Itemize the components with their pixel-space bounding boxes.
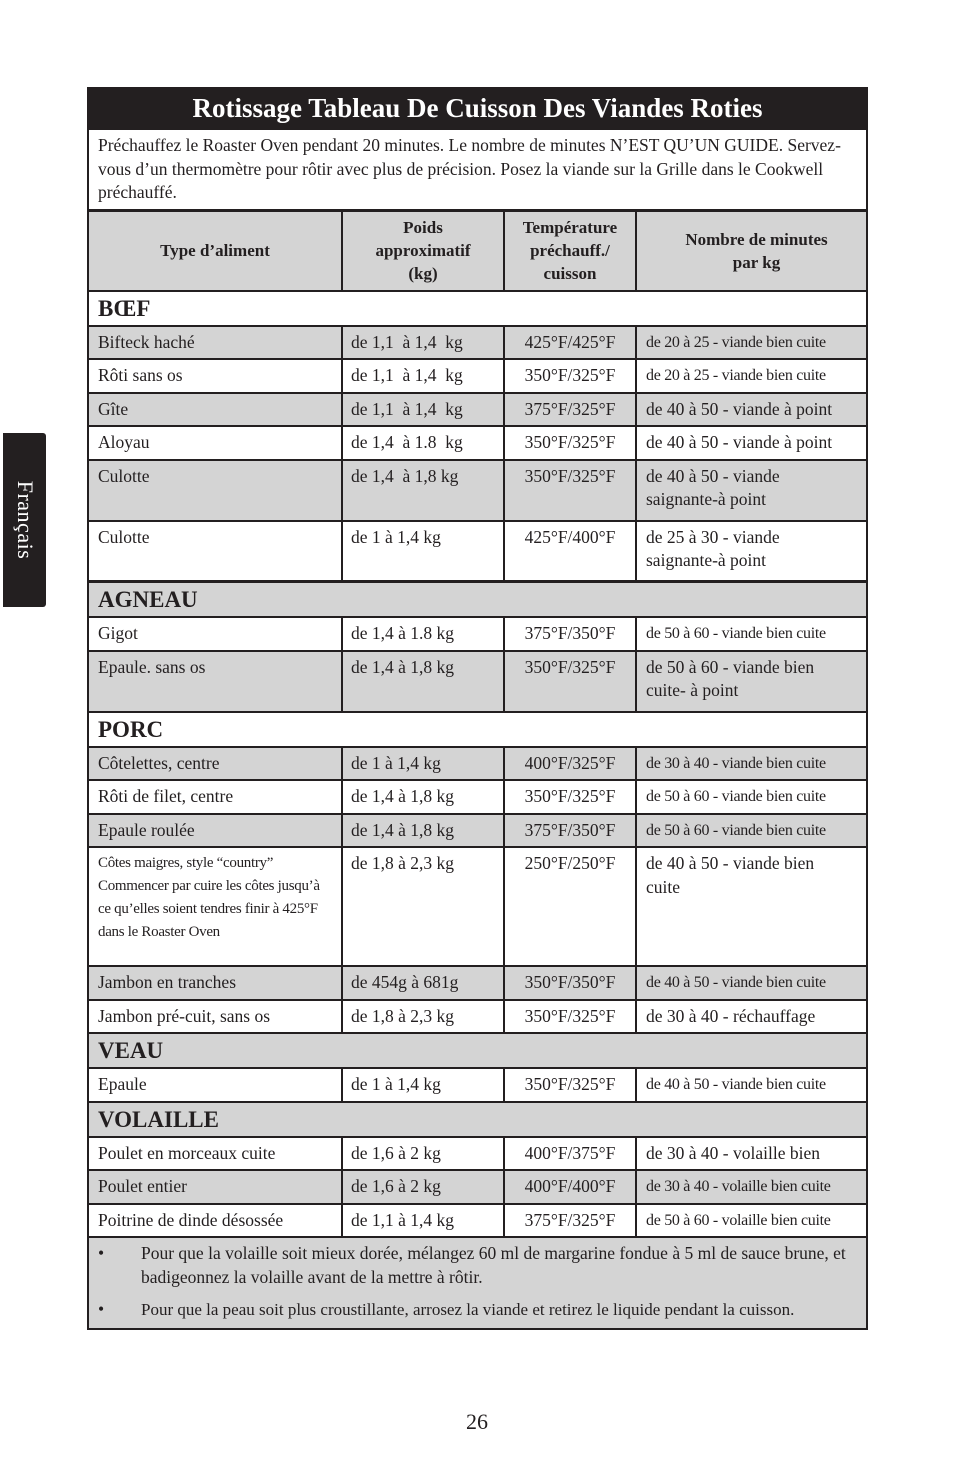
cell-type: Gîte [89, 393, 342, 427]
cell-minutes: de 25 à 30 - viande saignante-à point [636, 521, 866, 582]
table-row [89, 393, 866, 427]
cell-minutes: de 40 à 50 - viande bien cuite [636, 966, 866, 1000]
cell-temp: 350°F/325°F [504, 426, 636, 460]
cell-temp: 375°F/325°F [504, 1204, 636, 1238]
cell-type: Côtelettes, centre [89, 747, 342, 781]
cell-poids: de 1,1 à 1,4 kg [342, 1204, 504, 1238]
cell-minutes: de 30 à 40 - viande bien cuite [636, 747, 866, 781]
cell-minutes: de 50 à 60 - viande bien cuite [636, 780, 866, 814]
cell-poids: de 1,6 à 2 kg [342, 1170, 504, 1204]
cell-poids: de 1,6 à 2 kg [342, 1137, 504, 1171]
cell-temp: 350°F/325°F [504, 1068, 636, 1102]
cell-type: Gigot [89, 617, 342, 651]
cell-minutes: de 50 à 60 - viande bien cuite- à point [636, 651, 866, 712]
language-tab-label: Français [12, 480, 38, 560]
cooking-chart [87, 87, 868, 1330]
cell-type: Côtes maigres, style “country” Commencer par cuire les côtes jusqu’à ce qu’elles soient tendres finir à 425°F dans le Roaster Oven [89, 847, 342, 966]
cell-minutes: de 50 à 60 - viande bien cuite [636, 814, 866, 848]
cell-temp: 375°F/350°F [504, 814, 636, 848]
table-row [89, 1204, 866, 1238]
cell-minutes: de 50 à 60 - viande bien cuite [636, 617, 866, 651]
cell-poids: de 1,4 à 1,8 kg [342, 460, 504, 521]
chart-title: Rotissage Tableau De Cuisson Des Viandes Roties [89, 89, 866, 130]
cell-temp: 425°F/425°F [504, 326, 636, 360]
cell-minutes: de 30 à 40 - volaille bien [636, 1137, 866, 1171]
cell-type: Poulet entier [89, 1170, 342, 1204]
cell-minutes: de 50 à 60 - volaille bien cuite [636, 1204, 866, 1238]
cell-temp: 350°F/325°F [504, 1000, 636, 1034]
table-row [89, 326, 866, 360]
table-row [89, 814, 866, 848]
cell-poids: de 1 à 1,4 kg [342, 1068, 504, 1102]
table-row [89, 966, 866, 1000]
cell-temp: 400°F/400°F [504, 1170, 636, 1204]
header-poids: Poids approximatif (kg) [342, 212, 504, 291]
table-row [89, 651, 866, 712]
table-row [89, 1068, 866, 1102]
cell-temp: 350°F/325°F [504, 780, 636, 814]
cell-poids: de 454g à 681g [342, 966, 504, 1000]
cell-minutes: de 30 à 40 - volaille bien cuite [636, 1170, 866, 1204]
cell-type: Rôti de filet, centre [89, 780, 342, 814]
header-type: Type d’aliment [89, 212, 342, 291]
category-row [89, 1102, 866, 1137]
table-row [89, 747, 866, 781]
table-row [89, 521, 866, 582]
table-header-row [89, 212, 866, 291]
cell-poids: de 1,8 à 2,3 kg [342, 1000, 504, 1034]
table-row [89, 1170, 866, 1204]
cell-temp: 350°F/325°F [504, 359, 636, 393]
cell-temp: 425°F/400°F [504, 521, 636, 582]
category-pork: PORC [89, 712, 866, 747]
cell-type: Rôti sans os [89, 359, 342, 393]
header-temp: Température préchauff./ cuisson [504, 212, 636, 291]
note-text: Pour que la peau soit plus croustillante, arrosez la viande et retirez le liquide pendant la cuisson. [141, 1300, 795, 1319]
header-minutes: Nombre de minutes par kg [636, 212, 866, 291]
cell-type: Epaule roulée [89, 814, 342, 848]
cell-type: Culotte [89, 460, 342, 521]
cell-poids: de 1 à 1,4 kg [342, 521, 504, 582]
cell-minutes: de 40 à 50 - viande bien cuite [636, 1068, 866, 1102]
cell-minutes: de 30 à 40 - réchauffage [636, 1000, 866, 1034]
table-row [89, 780, 866, 814]
cell-minutes: de 40 à 50 - viande à point [636, 426, 866, 460]
table-row [89, 359, 866, 393]
cell-poids: de 1,4 à 1,8 kg [342, 651, 504, 712]
cell-poids: de 1,4 à 1.8 kg [342, 617, 504, 651]
note-item [98, 1298, 858, 1322]
note-item [98, 1242, 858, 1289]
bullet-marker: • [98, 1243, 105, 1263]
cell-minutes: de 40 à 50 - viande à point [636, 393, 866, 427]
category-lamb: AGNEAU [89, 582, 866, 618]
cell-temp: 400°F/375°F [504, 1137, 636, 1171]
cell-poids: de 1 à 1,4 kg [342, 747, 504, 781]
cell-poids: de 1,4 à 1,8 kg [342, 780, 504, 814]
notes-section [89, 1238, 866, 1328]
cell-type: Poulet en morceaux cuite [89, 1137, 342, 1171]
cell-type: Poitrine de dinde désossée [89, 1204, 342, 1238]
language-tab [3, 433, 46, 607]
cell-type: Jambon en tranches [89, 966, 342, 1000]
category-row [89, 1033, 866, 1068]
cooking-table [89, 212, 866, 1239]
table-row [89, 1137, 866, 1171]
cell-type: Epaule [89, 1068, 342, 1102]
cell-poids: de 1,1 à 1,4 kg [342, 359, 504, 393]
cell-poids: de 1,4 à 1.8 kg [342, 426, 504, 460]
intro-text: Préchauffez le Roaster Oven pendant 20 minutes. Le nombre de minutes N’EST QU’UN GUIDE. Servez-vous d’un thermomètre pour rôtir avec plus de précision. Posez la viande sur la Grille dans le Cookwell préchauffé. [89, 130, 866, 212]
cell-minutes: de 40 à 50 - viande bien cuite [636, 847, 866, 966]
cell-temp: 350°F/325°F [504, 460, 636, 521]
cell-temp: 350°F/325°F [504, 651, 636, 712]
category-poultry: VOLAILLE [89, 1102, 866, 1137]
cell-poids: de 1,8 à 2,3 kg [342, 847, 504, 966]
cell-type: Jambon pré-cuit, sans os [89, 1000, 342, 1034]
category-row [89, 712, 866, 747]
bullet-marker: • [98, 1299, 105, 1319]
cell-temp: 350°F/350°F [504, 966, 636, 1000]
cell-temp: 375°F/350°F [504, 617, 636, 651]
cell-temp: 250°F/250°F [504, 847, 636, 966]
cell-temp: 400°F/325°F [504, 747, 636, 781]
cell-type: Culotte [89, 521, 342, 582]
table-row [89, 617, 866, 651]
table-row [89, 1000, 866, 1034]
page-number: 26 [466, 1409, 488, 1434]
cell-minutes: de 20 à 25 - viande bien cuite [636, 326, 866, 360]
category-veal: VEAU [89, 1033, 866, 1068]
cell-temp: 375°F/325°F [504, 393, 636, 427]
table-row [89, 847, 866, 966]
cell-minutes: de 20 à 25 - viande bien cuite [636, 359, 866, 393]
table-row [89, 460, 866, 521]
note-text: Pour que la volaille soit mieux dorée, mélangez 60 ml de margarine fondue à 5 ml de sauce brune, et badigeonnez la volaille avant de la mettre à rôtir. [141, 1243, 846, 1287]
category-beef: BŒF [89, 291, 866, 326]
cell-poids: de 1,1 à 1,4 kg [342, 393, 504, 427]
category-row [89, 291, 866, 326]
cell-type: Epaule. sans os [89, 651, 342, 712]
cell-type: Aloyau [89, 426, 342, 460]
cell-minutes: de 40 à 50 - viande saignante-à point [636, 460, 866, 521]
category-row [89, 582, 866, 618]
cell-poids: de 1,1 à 1,4 kg [342, 326, 504, 360]
table-row [89, 426, 866, 460]
cell-poids: de 1,4 à 1,8 kg [342, 814, 504, 848]
cell-type: Bifteck haché [89, 326, 342, 360]
